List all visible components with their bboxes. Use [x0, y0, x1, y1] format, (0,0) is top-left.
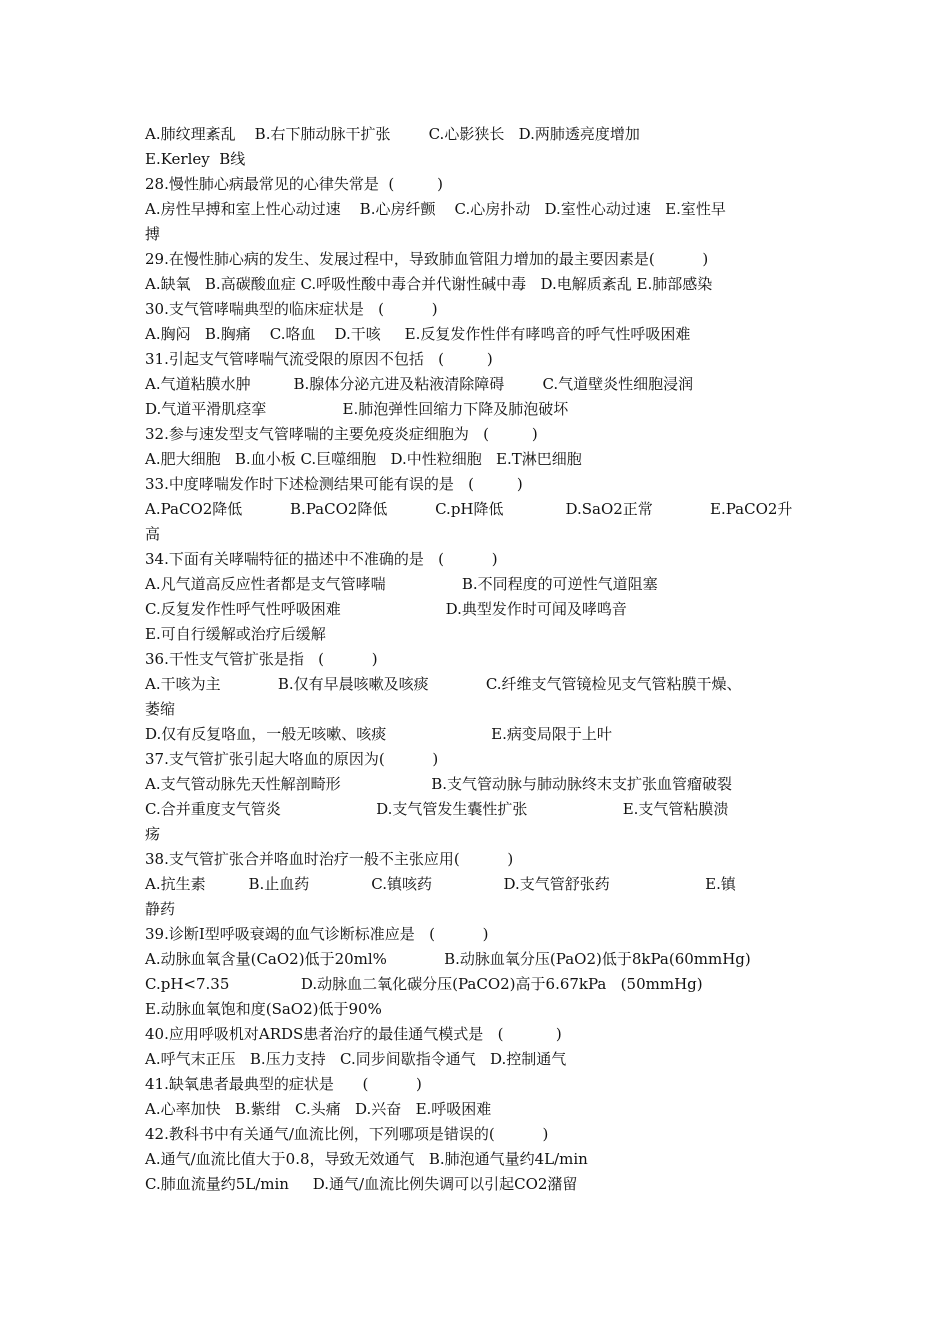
question-text-line: 31.引起支气管哮喘气流受限的原因不包括 ( ): [145, 350, 493, 368]
question-text-line: C.反复发作性呼气性呼吸困难 D.典型发作时可闻及哮鸣音: [145, 600, 627, 618]
question-text-line: 34.下面有关哮喘特征的描述中不准确的是 ( ): [145, 550, 498, 568]
question-text-line: A.肺纹理紊乱 B.右下肺动脉干扩张 C.心影狭长 D.两肺透亮度增加: [145, 125, 640, 143]
question-text-line: A.气道粘膜水肿 B.腺体分泌亢进及粘液清除障碍 C.气道壁炎性细胞浸润: [145, 375, 694, 393]
question-text-line: C.肺血流量约5L/min D.通气/血流比例失调可以引起CO2潴留: [145, 1175, 578, 1193]
question-text-line: D.仅有反复咯血，一般无咳嗽、咳痰 E.病变局限于上叶: [145, 725, 612, 743]
question-text-line: 41.缺氧患者最典型的症状是 ( ): [145, 1075, 422, 1093]
question-text-line: A.凡气道高反应性者都是支气管哮喘 B.不同程度的可逆性气道阻塞: [145, 575, 658, 593]
question-text-line: 33.中度哮喘发作时下述检测结果可能有误的是 ( ): [145, 475, 523, 493]
question-text-line: 30.支气管哮喘典型的临床症状是 ( ): [145, 300, 438, 318]
question-text-line: 40.应用呼吸机对ARDS患者治疗的最佳通气模式是 ( ): [145, 1025, 562, 1043]
question-text-line: A.呼气末正压 B.压力支持 C.同步间歇指令通气 D.控制通气: [145, 1050, 567, 1068]
question-text-line: A.抗生素 B.止血药 C.镇咳药 D.支气管舒张药 E.镇: [145, 875, 736, 893]
question-text-line: A.肥大细胞 B.血小板 C.巨噬细胞 D.中性粒细胞 E.T淋巴细胞: [145, 450, 582, 468]
question-text-line: A.心率加快 B.紫绀 C.头痛 D.兴奋 E.呼吸困难: [145, 1100, 492, 1118]
question-text-line: 37.支气管扩张引起大咯血的原因为( ): [145, 750, 439, 768]
question-text-line: A.胸闷 B.胸痛 C.咯血 D.干咳 E.反复发作性伴有哮鸣音的呼气性呼吸困难: [145, 325, 691, 343]
question-text-line: 38.支气管扩张合并咯血时治疗一般不主张应用( ): [145, 850, 514, 868]
question-text-line: C.合并重度支气管炎 D.支气管发生囊性扩张 E.支气管粘膜溃: [145, 800, 729, 818]
question-text-line: 搏: [145, 225, 161, 243]
question-text-line: 39.诊断Ⅰ型呼吸衰竭的血气诊断标准应是 ( ): [145, 925, 489, 943]
question-text-line: 萎缩: [145, 700, 176, 718]
question-text-line: 36.干性支气管扩张是指 ( ): [145, 650, 378, 668]
document-page: [145, 122, 825, 1197]
question-text-line: 32.参与速发型支气管哮喘的主要免疫炎症细胞为 ( ): [145, 425, 538, 443]
question-text-line: A.房性早搏和室上性心动过速 B.心房纤颤 C.心房扑动 D.室性心动过速 E.室性早: [145, 200, 726, 218]
question-text-line: A.PaCO2降低 B.PaCO2降低 C.pH降低 D.SaO2正常 E.PaCO2升: [145, 500, 793, 518]
question-text-line: 静药: [145, 900, 176, 918]
question-text-line: A.动脉血氧含量(CaO2)低于20ml% B.动脉血氧分压(PaO2)低于8kPa(60mmHg): [145, 950, 751, 968]
question-text-line: A.通气/血流比值大于0.8，导致无效通气 B.肺泡通气量约4L/min: [145, 1150, 588, 1168]
question-text-line: A.支气管动脉先天性解剖畸形 B.支气管动脉与肺动脉终末支扩张血管瘤破裂: [145, 775, 732, 793]
question-text-line: 28.慢性肺心病最常见的心律失常是 ( ): [145, 175, 444, 193]
question-text-line: 疡: [145, 825, 161, 843]
question-text-line: D.气道平滑肌痉挛 E.肺泡弹性回缩力下降及肺泡破坏: [145, 400, 569, 418]
question-text-line: E.Kerley B线: [145, 150, 246, 168]
question-text-line: 29.在慢性肺心病的发生、发展过程中，导致肺血管阻力增加的最主要因素是( ): [145, 250, 709, 268]
question-text-line: 高: [145, 525, 161, 543]
question-text-line: 42.教科书中有关通气/血流比例，下列哪项是错误的( ): [145, 1125, 549, 1143]
question-text-line: E.可自行缓解或治疗后缓解: [145, 625, 326, 643]
question-text-line: A.缺氧 B.高碳酸血症 C.呼吸性酸中毒合并代谢性碱中毒 D.电解质紊乱 E.肺部感染: [145, 275, 713, 293]
question-text-line: A.干咳为主 B.仅有早晨咳嗽及咳痰 C.纤维支气管镜检见支气管粘膜干燥、: [145, 675, 742, 693]
question-text-line: E.动脉血氧饱和度(SaO2)低于90%: [145, 1000, 382, 1018]
question-text-line: C.pH<7.35 D.动脉血二氧化碳分压(PaCO2)高于6.67kPa (50mmHg): [145, 975, 703, 993]
